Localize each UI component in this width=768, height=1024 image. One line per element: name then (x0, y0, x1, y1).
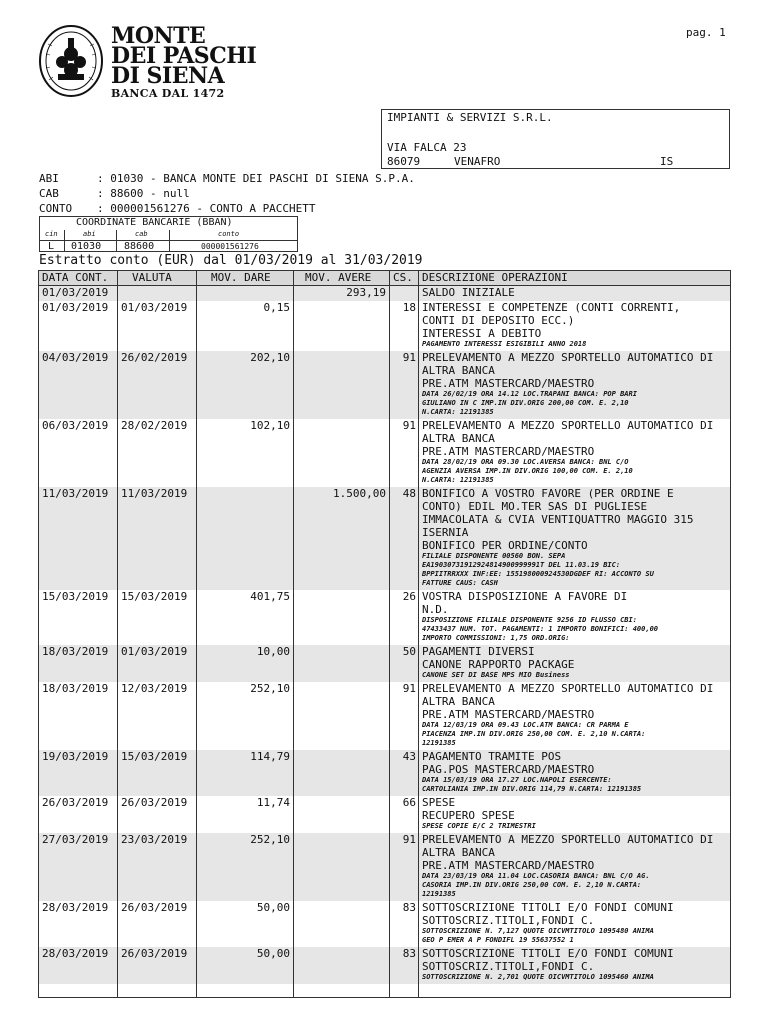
bank-seal-icon (38, 24, 104, 98)
table-row (39, 590, 730, 645)
page-number: pag. 1 (686, 26, 726, 39)
description-detail: SPESE COPIE E/C 2 TRIMESTRI (422, 822, 536, 830)
description-line: SOTTOSCRIZ.TITOLI,FONDI C. (422, 914, 595, 927)
bban-label-cin: cin (45, 230, 58, 238)
conto-value: : 000001561276 - CONTO A PACCHETT (97, 202, 316, 215)
table-row (39, 419, 730, 487)
bban-title: COORDINATE BANCARIE (BBAN) (76, 217, 233, 228)
cell-descrizione (422, 301, 728, 349)
cell-cs: 91 (402, 351, 416, 364)
bank-wordmark (111, 23, 301, 101)
cell-dare: 11,74 (256, 796, 290, 809)
cell-valuta: 15/03/2019 (121, 590, 188, 603)
cell-data-cont: 01/03/2019 (42, 301, 109, 314)
description-line: SOTTOSCRIZ.TITOLI,FONDI C. (422, 960, 595, 973)
cab-value: : 88600 - null (97, 187, 190, 200)
cell-valuta: 26/03/2019 (121, 947, 188, 960)
description-detail: SOTTOSCRIZIONE N. 7,127 QUOTE OICVMTITOLO 1095480 ANIMA (422, 927, 654, 935)
recipient-province: IS (660, 155, 674, 168)
description-line: SOTTOSCRIZIONE TITOLI E/O FONDI COMUNI (422, 901, 674, 914)
description-detail: AGENZIA AVERSA IMP.IN DIV.ORIG 100,00 COM. E. 2,10 (422, 467, 633, 475)
cell-data-cont: 19/03/2019 (42, 750, 109, 763)
col-valuta: VALUTA (132, 271, 172, 284)
abi-label: ABI (39, 172, 59, 185)
bank-name-line2: DEI PASCHI (111, 43, 257, 69)
description-detail: 12191385 (422, 739, 456, 747)
description-line: BONIFICO A VOSTRO FAVORE (PER ORDINE E (422, 487, 674, 500)
description-detail: PIACENZA IMP.IN DIV.ORIG 250,00 COM. E. 2,10 N.CARTA: (422, 730, 646, 738)
conto-label: CONTO (39, 202, 73, 215)
bban-cin: L (48, 241, 55, 252)
cell-dare: 252,10 (250, 833, 290, 846)
description-line: ISERNIA (422, 526, 469, 539)
cell-descrizione (422, 419, 728, 485)
description-detail: GEO P EMER A P FONDIFL 19 55637552 1 (422, 936, 574, 944)
cell-cs: 26 (402, 590, 416, 603)
description-line: RECUPERO SPESE (422, 809, 515, 822)
col-mov-avere: MOV. AVERE (305, 271, 372, 284)
transactions-table (38, 270, 731, 998)
col-cs: CS. (393, 271, 413, 284)
table-row (39, 682, 730, 750)
cell-descrizione (422, 796, 728, 831)
description-detail: DATA 15/03/19 ORA 17.27 LOC.NAPOLI ESERCENTE: (422, 776, 612, 784)
cell-valuta: 01/03/2019 (121, 301, 188, 314)
description-line: ALTRA BANCA (422, 846, 495, 859)
bban-label-cab: cab (135, 230, 148, 238)
description-detail: DATA 23/03/19 ORA 11.04 LOC.CASORIA BANCA: BNL C/O AG. (422, 872, 650, 880)
description-line: IMMACOLATA & CVIA VENTIQUATTRO MAGGIO 315 (422, 513, 694, 526)
cell-cs: 91 (402, 419, 416, 432)
description-line: INTERESSI A DEBITO (422, 327, 542, 340)
description-line: PAGAMENTI DIVERSI (422, 645, 535, 658)
cell-data-cont: 18/03/2019 (42, 645, 109, 658)
description-detail: FILIALE DISPONENTE 00560 BON. SEPA (422, 552, 566, 560)
cell-descrizione (422, 645, 728, 680)
bban-values (40, 240, 297, 252)
description-line: BONIFICO PER ORDINE/CONTO (422, 539, 588, 552)
description-detail: DATA 28/02/19 ORA 09.30 LOC.AVERSA BANCA: BNL C/O (422, 458, 629, 466)
table-row (39, 645, 730, 682)
description-line: N.D. (422, 603, 449, 616)
description-detail: N.CARTA: 12191385 (422, 476, 494, 484)
description-line: PRE.ATM MASTERCARD/MAESTRO (422, 859, 595, 872)
account-info (39, 171, 415, 216)
cell-cs: 50 (402, 645, 416, 658)
bban-box (39, 216, 298, 252)
description-line: ALTRA BANCA (422, 432, 495, 445)
statement-period: Estratto conto (EUR) dal 01/03/2019 al 31/03/2019 (39, 253, 423, 268)
description-detail: IMPORTO COMMISSIONI: 1,75 ORD.ORIG: (422, 634, 570, 642)
table-row (39, 301, 730, 351)
bank-name-line1: MONTE (111, 23, 206, 49)
cell-valuta: 28/02/2019 (121, 419, 188, 432)
cell-data-cont: 01/03/2019 (42, 286, 109, 299)
description-detail: PAGAMENTO INTERESSI ESIGIBILI ANNO 2018 (422, 340, 587, 348)
table-row (39, 286, 730, 301)
col-mov-dare: MOV. DARE (211, 271, 271, 284)
recipient-company: IMPIANTI & SERVIZI S.R.L. (387, 111, 553, 124)
bank-name-line3: DI SIENA (111, 63, 225, 89)
cell-cs: 91 (402, 682, 416, 695)
description-line: PRELEVAMENTO A MEZZO SPORTELLO AUTOMATICO DI (422, 419, 714, 432)
cell-valuta: 26/03/2019 (121, 901, 188, 914)
cell-descrizione (422, 833, 728, 899)
description-detail: DISPOSIZIONE FILIALE DISPONENTE 9256 ID FLUSSO CBI: (422, 616, 637, 624)
cell-valuta: 26/02/2019 (121, 351, 188, 364)
description-detail: EA19030731912924814900999991T DEL 11.03.19 BIC: (422, 561, 621, 569)
cell-descrizione (422, 590, 728, 643)
bban-abi: 01030 (71, 241, 102, 252)
description-line: SALDO INIZIALE (422, 286, 515, 299)
description-line: SPESE (422, 796, 456, 809)
cell-descrizione (422, 682, 728, 748)
cell-valuta: 15/03/2019 (121, 750, 188, 763)
cell-descrizione (422, 947, 728, 982)
description-line: PRELEVAMENTO A MEZZO SPORTELLO AUTOMATICO DI (422, 351, 714, 364)
cell-descrizione (422, 750, 728, 794)
cell-dare: 10,00 (256, 645, 290, 658)
cell-valuta: 12/03/2019 (121, 682, 188, 695)
cell-cs: 83 (402, 947, 416, 960)
table-row (39, 750, 730, 796)
cell-data-cont: 04/03/2019 (42, 351, 109, 364)
cell-cs: 66 (402, 796, 416, 809)
description-line: CANONE RAPPORTO PACKAGE (422, 658, 575, 671)
col-data-cont: DATA CONT. (42, 271, 109, 284)
recipient-cap: 86079 (387, 155, 421, 168)
description-line: CONTI DI DEPOSITO ECC.) (422, 314, 575, 327)
cell-cs: 43 (402, 750, 416, 763)
description-line: ALTRA BANCA (422, 364, 495, 377)
cell-data-cont: 26/03/2019 (42, 796, 109, 809)
cell-data-cont: 18/03/2019 (42, 682, 109, 695)
cell-descrizione (422, 487, 728, 588)
description-line: PRE.ATM MASTERCARD/MAESTRO (422, 377, 595, 390)
description-detail: GIULIANO IN C IMP.IN DIV.ORIG 200,00 COM. E. 2,10 (422, 399, 629, 407)
cell-valuta: 11/03/2019 (121, 487, 188, 500)
table-row (39, 351, 730, 419)
description-line: PRE.ATM MASTERCARD/MAESTRO (422, 708, 595, 721)
description-line: PRELEVAMENTO A MEZZO SPORTELLO AUTOMATICO DI (422, 682, 714, 695)
description-line: ALTRA BANCA (422, 695, 495, 708)
table-row (39, 487, 730, 590)
description-detail: DATA 12/03/19 ORA 09.43 LOC.ATM BANCA: CR PARMA E (422, 721, 629, 729)
abi-value: : 01030 - BANCA MONTE DEI PASCHI DI SIENA S.P.A. (97, 172, 415, 185)
description-line: PAGAMENTO TRAMITE POS (422, 750, 562, 763)
cell-cs: 91 (402, 833, 416, 846)
cell-valuta: 23/03/2019 (121, 833, 188, 846)
recipient-street: VIA FALCA 23 (387, 141, 467, 154)
cell-descrizione (422, 286, 728, 299)
table-row (39, 833, 730, 901)
cell-dare: 401,75 (250, 590, 290, 603)
cell-data-cont: 15/03/2019 (42, 590, 109, 603)
cell-data-cont: 28/03/2019 (42, 947, 109, 960)
cell-data-cont: 28/03/2019 (42, 901, 109, 914)
description-detail: SOTTOSCRIZIONE N. 2,701 QUOTE OICVMTITOLO 1095460 ANIMA (422, 973, 654, 981)
description-detail: DATA 26/02/19 ORA 14.12 LOC.TRAPANI BANCA: POP BARI (422, 390, 637, 398)
description-line: VOSTRA DISPOSIZIONE A FAVORE DI (422, 590, 628, 603)
description-line: INTERESSI E COMPETENZE (CONTI CORRENTI, (422, 301, 681, 314)
cab-label: CAB (39, 187, 59, 200)
cell-dare: 50,00 (256, 901, 290, 914)
bban-label-conto: conto (218, 230, 240, 238)
description-detail: CANONE SET DI BASE MPS MIO Business (422, 671, 570, 679)
description-line: PRE.ATM MASTERCARD/MAESTRO (422, 445, 595, 458)
description-detail: CASORIA IMP.IN DIV.ORIG 250,00 COM. E. 2,10 N.CARTA: (422, 881, 642, 889)
description-detail: 12191385 (422, 890, 456, 898)
recipient-address-box (381, 109, 730, 169)
cell-dare: 0,15 (263, 301, 290, 314)
description-line: CONTO) EDIL MO.TER SAS DI PUGLIESE (422, 500, 648, 513)
description-line: SOTTOSCRIZIONE TITOLI E/O FONDI COMUNI (422, 947, 674, 960)
description-detail: BPPIITRRXXX INF:EE: 155198000924530DGDEF RI: ACCONTO SU (422, 570, 654, 578)
bank-tagline: BANCA DAL 1472 (111, 87, 225, 100)
description-detail: FATTURE CAUS: CASH (422, 579, 498, 587)
cell-valuta: 26/03/2019 (121, 796, 188, 809)
description-line: PAG.POS MASTERCARD/MAESTRO (422, 763, 595, 776)
bban-cab: 88600 (124, 241, 155, 252)
cell-avere: 293,19 (346, 286, 386, 299)
description-detail: CARTOLIANIA IMP.IN DIV.ORIG 114,79 N.CARTA: 12191385 (422, 785, 642, 793)
description-detail: N.CARTA: 12191385 (422, 408, 494, 416)
description-detail: 47433437 NUM. TOT. PAGAMENTI: 1 IMPORTO BONIFICI: 400,00 (422, 625, 659, 633)
cell-valuta: 01/03/2019 (121, 645, 188, 658)
bban-label-abi: abi (83, 230, 96, 238)
table-row (39, 901, 730, 947)
cell-dare: 252,10 (250, 682, 290, 695)
cell-dare: 50,00 (256, 947, 290, 960)
cell-dare: 114,79 (250, 750, 290, 763)
table-row (39, 947, 730, 984)
cell-avere: 1.500,00 (333, 487, 386, 500)
cell-data-cont: 06/03/2019 (42, 419, 109, 432)
table-header (39, 271, 730, 286)
cell-descrizione (422, 351, 728, 417)
cell-dare: 102,10 (250, 419, 290, 432)
cell-dare: 202,10 (250, 351, 290, 364)
cell-data-cont: 11/03/2019 (42, 487, 109, 500)
col-descrizione: DESCRIZIONE OPERAZIONI (422, 271, 568, 284)
table-row (39, 796, 730, 833)
cell-data-cont: 27/03/2019 (42, 833, 109, 846)
description-line: PRELEVAMENTO A MEZZO SPORTELLO AUTOMATICO DI (422, 833, 714, 846)
bban-conto: 000001561276 (201, 242, 259, 251)
cell-cs: 48 (402, 487, 416, 500)
cell-cs: 18 (402, 301, 416, 314)
cell-descrizione (422, 901, 728, 945)
cell-cs: 83 (402, 901, 416, 914)
recipient-city: VENAFRO (454, 155, 501, 168)
